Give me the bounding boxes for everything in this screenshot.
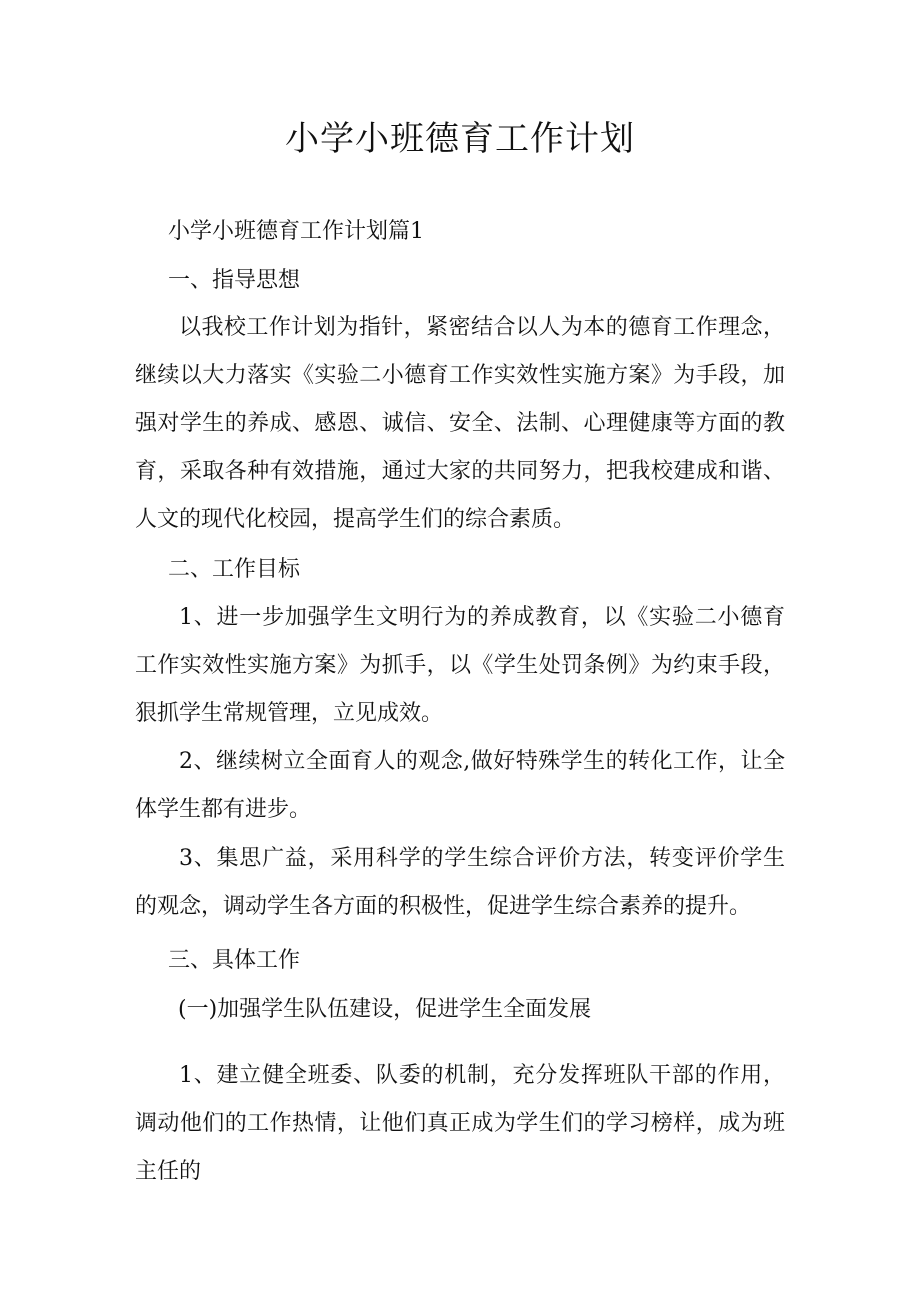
section-heading-guiding-thought: 一、指导思想 (168, 268, 301, 293)
document-title: 小学小班德育工作计划 (285, 119, 635, 159)
subsection-heading-team-building: (一)加强学生队伍建设，促进学生全面发展 (178, 997, 592, 1022)
paragraph-goal-1: 1、进一步加强学生文明行为的养成教育，以《实验二小德育工作实效性实施方案》为抓手，以《学生处罚条例》为约束手段，狠抓学生常规管理，立见成效。 (135, 605, 785, 726)
paragraph-work-1: 1、建立健全班委、队委的机制，充分发挥班队干部的作用，调动他们的工作热情，让他们真正成为学生们的学习榜样，成为班主任的 (135, 1063, 785, 1184)
paragraph-goal-3: 3、集思广益，采用科学的学生综合评价方法，转变评价学生的观念，调动学生各方面的积极性，促进学生综合素养的提升。 (135, 846, 785, 919)
section-heading-specific-work: 三、具体工作 (168, 948, 301, 973)
section-heading-work-goals: 二、工作目标 (168, 557, 301, 582)
document-subtitle: 小学小班德育工作计划篇1 (168, 219, 424, 244)
paragraph-guiding-thought: 以我校工作计划为指针，紧密结合以人为本的德育工作理念，继续以大力落实《实验二小德育工作实效性实施方案》为手段，加强对学生的养成、感恩、诚信、安全、法制、心理健康等方面的教育，采取各种有效措施，通过大家的共同努力，把我校建成和谐、人文的现代化校园，提高学生们的综合素质。 (135, 315, 785, 532)
paragraph-goal-2: 2、继续树立全面育人的观念,做好特殊学生的转化工作，让全体学生都有进步。 (135, 749, 785, 822)
